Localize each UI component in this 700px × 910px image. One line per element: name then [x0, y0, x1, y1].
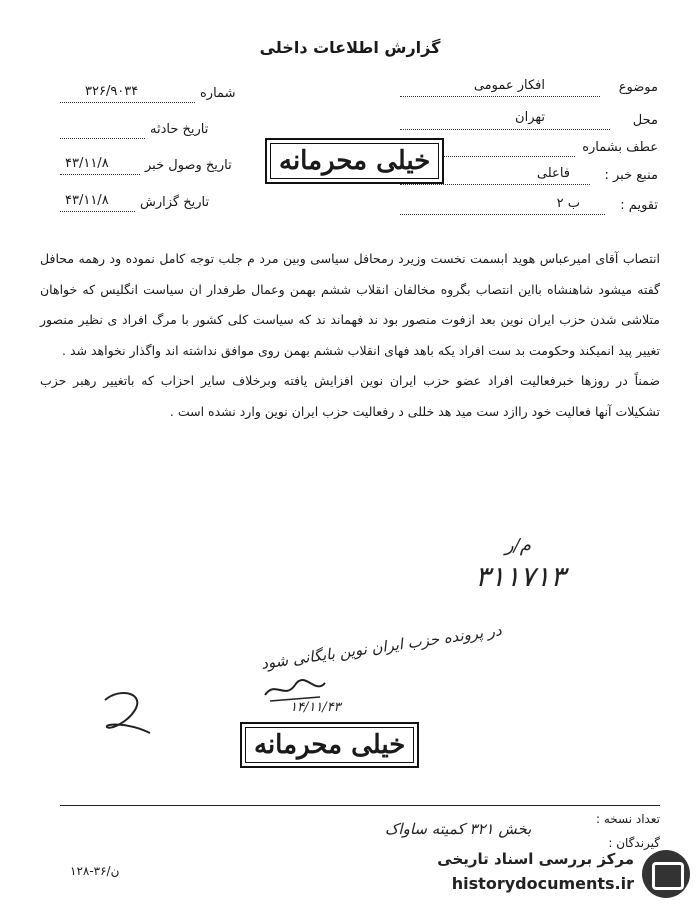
source-value: فاعلی	[536, 166, 570, 181]
subject-dotted-line	[400, 96, 600, 97]
subject-value: افکار عمومی	[473, 78, 545, 93]
incident-date-dotted-line	[60, 138, 145, 139]
report-date-label: تاریخ گزارش	[140, 195, 210, 210]
receipt-date-dotted-line	[60, 174, 140, 175]
number-label: شماره	[200, 86, 236, 101]
number-dotted-line	[60, 102, 195, 103]
body-paragraph-1: انتصاب آقای امیرعباس هوید ابسمت نخست وزیرد رمحافل سیاسی وبین مرد م جلب توجه کامل نموده ود رهمه محافل گفته میشود شاهنشاه بااین انتصاب بگروه مخالفان انقلاب ششم بهمن وعمال طرفدار ان سیاست انگلیس که خواهان متلاشی شدن حزب ایران نوین بعد ازفوت منصور بود ند فهماند ند که سیاست کلی کشور با مرگ افراد ی نظیر منصور تغییر پید انمیکند وحکومت بد ست افراد یکه باهد فهای انقلاب ششم بهمن روی موافق نداشته اند واگذار نخواهد شد .	[40, 251, 660, 358]
location-value: تهران	[515, 110, 545, 125]
incident-date-label: تاریخ حادثه	[150, 122, 209, 137]
stamp-text-bottom: خیلی محرمانه	[254, 730, 406, 760]
assessment-value: ب ۲	[556, 196, 580, 211]
note-date: ۱۴/۱۱/۴۳	[290, 700, 341, 715]
source-dotted-line	[400, 184, 590, 185]
document-code: ۱۲۸-۳۶/ن	[70, 864, 120, 878]
assessment-dotted-line	[400, 214, 605, 215]
number-value: ۳۲۶/۹۰۳۴	[85, 84, 139, 99]
receipt-number: ۳۱۱۷۱۳	[475, 560, 566, 593]
subject-label: موضوع	[618, 80, 658, 95]
recipients-label: گیرندگان :	[608, 836, 660, 850]
receipt-date-value: ۴۳/۱۱/۸	[65, 156, 109, 171]
page-title: گزارش اطلاعات داخلی	[259, 38, 441, 57]
assessment-label: تقویم :	[620, 198, 658, 213]
report-date-value: ۴۳/۱۱/۸	[65, 193, 109, 208]
top-classification-stamp	[265, 138, 444, 184]
report-date-dotted-line	[60, 211, 135, 212]
scribble-mark	[95, 685, 155, 740]
footer-rule	[60, 805, 660, 806]
archive-name: مرکز بررسی اسناد تاریخی	[437, 850, 634, 868]
location-label: محل	[632, 113, 658, 128]
receipt-mark: م/ر	[505, 535, 531, 556]
reference-label: عطف بشماره	[582, 140, 658, 155]
archive-url: historydocuments.ir	[451, 874, 634, 893]
bottom-classification-stamp	[240, 722, 419, 768]
report-body	[40, 244, 660, 427]
body-paragraph-2: ضمناً در روزها خبرفعالیت افراد عضو حزب ایران نوین افزایش یافته وبرخلاف سایر احزاب که باتغییر رهبر حزب تشکیلات آنها فعالیت خود راازد ست مید هد خللی د رفعالیت حزب ایران نوین وارد نشده است .	[40, 373, 660, 419]
copies-label: تعداد نسخه :	[595, 812, 660, 826]
archive-logo-icon	[642, 850, 690, 898]
source-label: منبع خبر :	[604, 168, 658, 183]
location-dotted-line	[400, 129, 610, 130]
archive-logo	[430, 848, 690, 904]
filing-note: در پرونده حزب ایران نوین بایگانی شود	[259, 621, 503, 673]
receipt-date-label: تاریخ وصول خبر	[145, 158, 232, 173]
stamp-text: خیلی محرمانه	[279, 146, 431, 176]
recipients-value: بخش ۳۲۱ کمیته ساواک	[385, 820, 532, 838]
